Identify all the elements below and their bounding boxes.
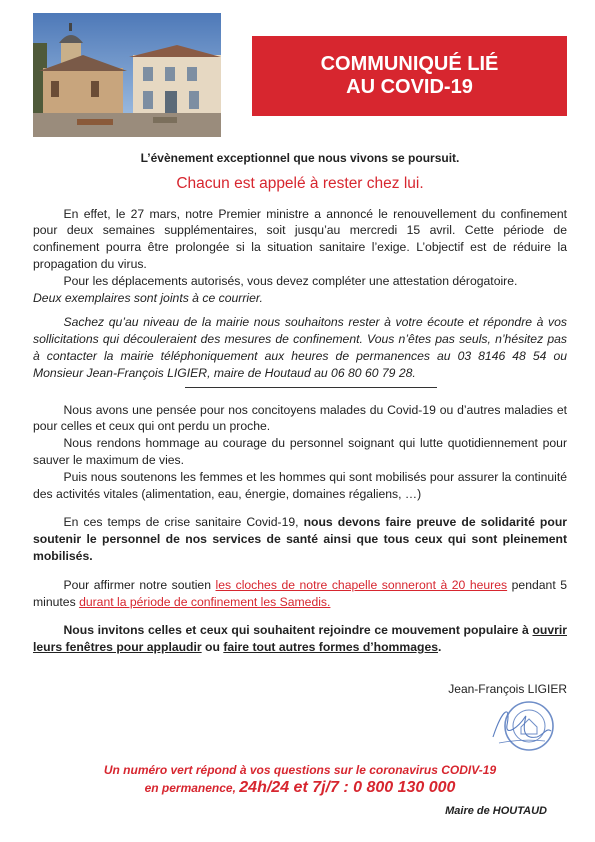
paragraph-confinement: En effet, le 27 mars, notre Premier ministre a annoncé le renouvellement du confinement pour deux semaines supplémentaires, soit jusqu’au mercredi 15 avril. Cette période de confinement pourra être prolongée si la situation sanitaire l’exige. L’objectif est de réduire la propagation du virus. <box>33 206 567 271</box>
banner-line-1: COMMUNIQUÉ LIÉ <box>320 53 499 75</box>
communique-body <box>33 150 567 656</box>
stamp-seal-icon <box>485 697 555 755</box>
mayor-title: Maire de HOUTAUD <box>445 805 547 817</box>
signature-name: Jean-François LIGIER <box>448 682 567 696</box>
invitation-end: . <box>438 640 442 655</box>
paragraph-attestation <box>33 273 567 307</box>
numero-vert-permanence: en permanence, <box>144 781 240 795</box>
paragraph-solidarite <box>33 514 567 564</box>
solidarite-intro: En ces temps de crise sanitaire Covid-19, <box>63 515 304 530</box>
banner-line-2: AU COVID-19 <box>346 76 473 98</box>
paragraph-soutien: Puis nous soutenons les femmes et les hommes qui sont mobilisés pour assurer la continuité des activités vitales (alimentation, eau, énergie, domaines régaliens, …) <box>33 469 567 501</box>
church-townhall-image <box>33 13 221 137</box>
cloches-period: durant la période de confinement les Samedis. <box>79 594 331 609</box>
invitation-hommages: faire tout autres formes d’hommages <box>223 640 438 655</box>
village-photo <box>33 13 221 137</box>
paragraph-hommage: Nous rendons hommage au courage du personnel soignant qui lutte quotidiennement pour sauver le maximum de vies. <box>33 436 567 467</box>
cloches-highlight: les cloches de notre chapelle sonneront à 20 heures <box>215 577 508 592</box>
invitation-intro: Nous invitons celles et ceux qui souhaitent rejoindre ce mouvement populaire à <box>63 623 533 638</box>
paragraph-pensee: Nous avons une pensée pour nos concitoyens malades du Covid-19 ou d’autres maladies et pour celles et ceux qui ont perdu un proche. <box>33 402 567 434</box>
invitation-applaudir: ouvrir leurs fenêtres pour applaudir <box>33 623 567 655</box>
paragraph-cloches <box>33 577 567 611</box>
solidarite-bold: nous devons faire preuve de solidarité pour soutenir le personnel de nos services de santé ainsi que tous ceux qui sont pleinement mobilisés. <box>33 515 568 563</box>
cloches-middle: pendant 5 minutes <box>33 577 568 609</box>
paragraph-mairie-contact: Sachez qu’au niveau de la mairie nous souhaitons rester à votre écoute et répondre à vos sollicitations qui découleraient des mesures de confinement. Vous n’êtes pas seuls, n’hésitez pas à contacter la mairie téléphoniquement aux heures de permanences au 03 8146 48 54 ou Monsieur Jean-François LIGIER, maire de Houtaud au 06 80 60 79 28. <box>33 315 567 380</box>
invitation-or: ou <box>201 640 224 655</box>
attestation-text: Pour les déplacements autorisés, vous devez compléter une attestation dérogatoire. <box>63 273 518 288</box>
mairie-stamp <box>485 697 555 755</box>
numero-vert-line-1: Un numéro vert répond à vos questions sur le coronavirus CODIV-19 <box>103 763 497 777</box>
slogan: Chacun est appelé à rester chez lui. <box>176 174 424 192</box>
title-banner <box>252 36 567 116</box>
numero-vert-line-2 <box>33 779 567 797</box>
numero-vert-phone: 24h/24 et 7j/7 : 0 800 130 000 <box>239 779 456 796</box>
numero-vert-info <box>33 761 567 797</box>
lead-sentence: L’évènement exceptionnel que nous vivons se poursuit. <box>140 151 460 165</box>
paragraph-invitation <box>33 622 567 656</box>
cloches-intro: Pour affirmer notre soutien <box>63 577 216 592</box>
attestation-note: Deux exemplaires sont joints à ce courrier. <box>33 290 263 305</box>
